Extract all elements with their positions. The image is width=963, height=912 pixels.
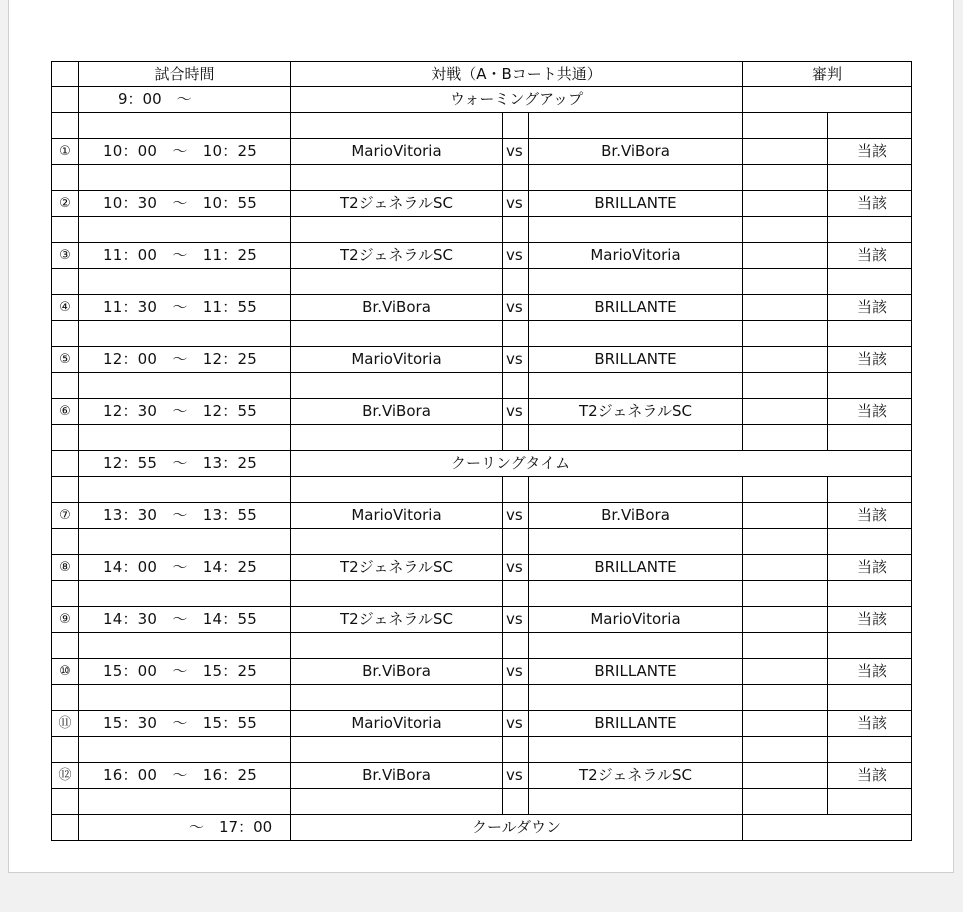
team-b: MarioVitoria xyxy=(529,243,743,269)
cooling-row-time: 12：55 ～ 13：25 xyxy=(79,451,291,477)
spacer-time-cell xyxy=(79,425,291,451)
spacer-ref-a-cell xyxy=(743,321,828,347)
match-number: ⑨ xyxy=(52,607,79,633)
vs-label: vs xyxy=(503,399,529,425)
spacer-ref-b-cell xyxy=(828,165,912,191)
referee-label: 当該 xyxy=(828,555,912,581)
spacer-team-b-cell xyxy=(529,425,743,451)
spacer-num-cell xyxy=(52,633,79,659)
team-b: T2ジェネラルSC xyxy=(529,763,743,789)
match-number: ② xyxy=(52,191,79,217)
warmup-label: ウォーミングアップ xyxy=(291,87,743,113)
warmup-num-cell xyxy=(52,87,79,113)
spacer-ref-b-cell xyxy=(828,633,912,659)
cooling-row-label: クーリングタイム xyxy=(291,451,912,477)
spacer-row xyxy=(52,113,912,139)
team-b: BRILLANTE xyxy=(529,191,743,217)
referee-label: 当該 xyxy=(828,243,912,269)
spacer-team-a-cell xyxy=(291,477,503,503)
referee-blank-cell xyxy=(743,347,828,373)
referee-blank-cell xyxy=(743,503,828,529)
header-row xyxy=(52,62,912,87)
match-time: 13：30 ～ 13：55 xyxy=(79,503,291,529)
referee-blank-cell xyxy=(743,243,828,269)
spacer-ref-b-cell xyxy=(828,789,912,815)
team-a: Br.ViBora xyxy=(291,295,503,321)
match-time: 15：30 ～ 15：55 xyxy=(79,711,291,737)
referee-blank-cell xyxy=(743,555,828,581)
spacer-ref-a-cell xyxy=(743,217,828,243)
match-row xyxy=(52,295,912,321)
match-number: ④ xyxy=(52,295,79,321)
vs-label: vs xyxy=(503,763,529,789)
spacer-row xyxy=(52,529,912,555)
spacer-team-b-cell xyxy=(529,113,743,139)
spacer-team-b-cell xyxy=(529,269,743,295)
spacer-team-a-cell xyxy=(291,269,503,295)
team-b: BRILLANTE xyxy=(529,347,743,373)
team-b: Br.ViBora xyxy=(529,139,743,165)
spacer-team-a-cell xyxy=(291,685,503,711)
spacer-time-cell xyxy=(79,789,291,815)
spacer-team-b-cell xyxy=(529,477,743,503)
match-row xyxy=(52,347,912,373)
spacer-time-cell xyxy=(79,269,291,295)
match-row xyxy=(52,503,912,529)
match-row xyxy=(52,555,912,581)
spacer-time-cell xyxy=(79,529,291,555)
spacer-ref-b-cell xyxy=(828,581,912,607)
spacer-num-cell xyxy=(52,425,79,451)
spacer-vs-cell xyxy=(503,737,529,763)
spacer-ref-b-cell xyxy=(828,113,912,139)
referee-blank-cell xyxy=(743,399,828,425)
spacer-time-cell xyxy=(79,581,291,607)
spacer-ref-b-cell xyxy=(828,529,912,555)
spacer-time-cell xyxy=(79,373,291,399)
referee-blank-cell xyxy=(743,607,828,633)
team-b: MarioVitoria xyxy=(529,607,743,633)
spacer-ref-a-cell xyxy=(743,373,828,399)
referee-label: 当該 xyxy=(828,503,912,529)
match-number: ⑩ xyxy=(52,659,79,685)
warmup-time: 9：00 ～ xyxy=(79,87,291,113)
spacer-row xyxy=(52,217,912,243)
referee-blank-cell xyxy=(743,763,828,789)
spacer-ref-a-cell xyxy=(743,425,828,451)
spacer-ref-b-cell xyxy=(828,217,912,243)
team-b: T2ジェネラルSC xyxy=(529,399,743,425)
spacer-row xyxy=(52,789,912,815)
spacer-row xyxy=(52,581,912,607)
header-referee: 審判 xyxy=(743,62,912,87)
spacer-num-cell xyxy=(52,269,79,295)
cooldown-row-num-cell xyxy=(52,815,79,841)
spacer-ref-a-cell xyxy=(743,269,828,295)
spacer-team-a-cell xyxy=(291,321,503,347)
match-time: 12：00 ～ 12：25 xyxy=(79,347,291,373)
team-a: T2ジェネラルSC xyxy=(291,243,503,269)
cooldown-row xyxy=(52,815,912,841)
warmup-ref-cell xyxy=(743,87,912,113)
spacer-num-cell xyxy=(52,217,79,243)
referee-label: 当該 xyxy=(828,399,912,425)
spacer-ref-b-cell xyxy=(828,737,912,763)
spacer-team-b-cell xyxy=(529,789,743,815)
spacer-time-cell xyxy=(79,633,291,659)
spacer-team-b-cell xyxy=(529,685,743,711)
spacer-row xyxy=(52,425,912,451)
referee-label: 当該 xyxy=(828,139,912,165)
spacer-num-cell xyxy=(52,581,79,607)
spacer-team-a-cell xyxy=(291,373,503,399)
match-time: 16：00 ～ 16：25 xyxy=(79,763,291,789)
header-match: 対戦（A・Bコート共通） xyxy=(291,62,743,87)
spacer-team-b-cell xyxy=(529,633,743,659)
spacer-time-cell xyxy=(79,477,291,503)
spacer-ref-a-cell xyxy=(743,165,828,191)
spacer-num-cell xyxy=(52,685,79,711)
vs-label: vs xyxy=(503,243,529,269)
team-a: MarioVitoria xyxy=(291,347,503,373)
match-time: 15：00 ～ 15：25 xyxy=(79,659,291,685)
match-time: 14：30 ～ 14：55 xyxy=(79,607,291,633)
referee-label: 当該 xyxy=(828,295,912,321)
spacer-team-a-cell xyxy=(291,737,503,763)
spacer-num-cell xyxy=(52,789,79,815)
match-row xyxy=(52,243,912,269)
match-schedule-table xyxy=(51,61,912,841)
spacer-time-cell xyxy=(79,685,291,711)
spacer-row xyxy=(52,373,912,399)
match-row xyxy=(52,711,912,737)
referee-blank-cell xyxy=(743,711,828,737)
cooldown-row-label: クールダウン xyxy=(291,815,743,841)
spacer-num-cell xyxy=(52,529,79,555)
match-number: ⑥ xyxy=(52,399,79,425)
spacer-row xyxy=(52,633,912,659)
referee-blank-cell xyxy=(743,139,828,165)
spacer-ref-b-cell xyxy=(828,477,912,503)
spacer-team-a-cell xyxy=(291,581,503,607)
spacer-vs-cell xyxy=(503,113,529,139)
team-a: T2ジェネラルSC xyxy=(291,607,503,633)
spacer-ref-b-cell xyxy=(828,373,912,399)
spacer-row xyxy=(52,685,912,711)
spacer-team-b-cell xyxy=(529,217,743,243)
header-num-cell xyxy=(52,62,79,87)
spacer-row xyxy=(52,269,912,295)
spacer-team-b-cell xyxy=(529,737,743,763)
spacer-time-cell xyxy=(79,737,291,763)
team-a: Br.ViBora xyxy=(291,763,503,789)
spacer-num-cell xyxy=(52,113,79,139)
referee-label: 当該 xyxy=(828,763,912,789)
spacer-row xyxy=(52,165,912,191)
spacer-time-cell xyxy=(79,113,291,139)
match-number: ③ xyxy=(52,243,79,269)
spacer-ref-a-cell xyxy=(743,633,828,659)
team-a: T2ジェネラルSC xyxy=(291,191,503,217)
spacer-vs-cell xyxy=(503,425,529,451)
spacer-team-a-cell xyxy=(291,789,503,815)
header-time: 試合時間 xyxy=(79,62,291,87)
team-b: BRILLANTE xyxy=(529,555,743,581)
spacer-time-cell xyxy=(79,165,291,191)
match-row xyxy=(52,763,912,789)
team-a: T2ジェネラルSC xyxy=(291,555,503,581)
referee-label: 当該 xyxy=(828,711,912,737)
spacer-ref-b-cell xyxy=(828,269,912,295)
cooldown-row-time: ～ 17：00 xyxy=(79,815,291,841)
spacer-vs-cell xyxy=(503,477,529,503)
match-time: 10：30 ～ 10：55 xyxy=(79,191,291,217)
team-a: Br.ViBora xyxy=(291,659,503,685)
spacer-vs-cell xyxy=(503,165,529,191)
match-row xyxy=(52,399,912,425)
match-number: ⑦ xyxy=(52,503,79,529)
vs-label: vs xyxy=(503,659,529,685)
spacer-vs-cell xyxy=(503,789,529,815)
spacer-ref-a-cell xyxy=(743,477,828,503)
spacer-ref-b-cell xyxy=(828,685,912,711)
match-row xyxy=(52,191,912,217)
spacer-ref-a-cell xyxy=(743,685,828,711)
cooling-row-num-cell xyxy=(52,451,79,477)
spacer-ref-a-cell xyxy=(743,113,828,139)
spacer-row xyxy=(52,321,912,347)
vs-label: vs xyxy=(503,295,529,321)
spacer-vs-cell xyxy=(503,529,529,555)
spacer-vs-cell xyxy=(503,581,529,607)
spacer-team-b-cell xyxy=(529,373,743,399)
spacer-num-cell xyxy=(52,737,79,763)
vs-label: vs xyxy=(503,555,529,581)
spacer-ref-a-cell xyxy=(743,529,828,555)
team-b: BRILLANTE xyxy=(529,711,743,737)
spacer-time-cell xyxy=(79,217,291,243)
spacer-ref-b-cell xyxy=(828,321,912,347)
match-time: 10：00 ～ 10：25 xyxy=(79,139,291,165)
team-a: MarioVitoria xyxy=(291,711,503,737)
referee-blank-cell xyxy=(743,295,828,321)
spacer-ref-b-cell xyxy=(828,425,912,451)
team-b: BRILLANTE xyxy=(529,659,743,685)
vs-label: vs xyxy=(503,503,529,529)
cooling-row xyxy=(52,451,912,477)
vs-label: vs xyxy=(503,607,529,633)
spacer-vs-cell xyxy=(503,633,529,659)
referee-label: 当該 xyxy=(828,659,912,685)
spacer-num-cell xyxy=(52,373,79,399)
spacer-team-a-cell xyxy=(291,113,503,139)
spacer-team-a-cell xyxy=(291,217,503,243)
match-time: 11：30 ～ 11：55 xyxy=(79,295,291,321)
spacer-team-a-cell xyxy=(291,425,503,451)
spacer-row xyxy=(52,737,912,763)
spacer-ref-a-cell xyxy=(743,737,828,763)
spacer-vs-cell xyxy=(503,217,529,243)
spacer-vs-cell xyxy=(503,269,529,295)
spacer-time-cell xyxy=(79,321,291,347)
spacer-vs-cell xyxy=(503,685,529,711)
team-a: MarioVitoria xyxy=(291,139,503,165)
spacer-num-cell xyxy=(52,165,79,191)
match-number: ⑪ xyxy=(52,711,79,737)
spacer-num-cell xyxy=(52,477,79,503)
match-row xyxy=(52,607,912,633)
vs-label: vs xyxy=(503,139,529,165)
spacer-team-b-cell xyxy=(529,165,743,191)
spacer-team-b-cell xyxy=(529,321,743,347)
vs-label: vs xyxy=(503,347,529,373)
spacer-team-a-cell xyxy=(291,529,503,555)
referee-blank-cell xyxy=(743,659,828,685)
team-a: MarioVitoria xyxy=(291,503,503,529)
referee-label: 当該 xyxy=(828,191,912,217)
match-number: ⑫ xyxy=(52,763,79,789)
referee-label: 当該 xyxy=(828,347,912,373)
referee-blank-cell xyxy=(743,191,828,217)
spacer-team-b-cell xyxy=(529,529,743,555)
warmup-row xyxy=(52,87,912,113)
match-row xyxy=(52,659,912,685)
vs-label: vs xyxy=(503,191,529,217)
match-time: 11：00 ～ 11：25 xyxy=(79,243,291,269)
spacer-vs-cell xyxy=(503,321,529,347)
document-page xyxy=(8,0,954,873)
spacer-team-a-cell xyxy=(291,165,503,191)
match-number: ⑤ xyxy=(52,347,79,373)
match-number: ① xyxy=(52,139,79,165)
team-b: Br.ViBora xyxy=(529,503,743,529)
team-a: Br.ViBora xyxy=(291,399,503,425)
cooldown-row-ref-cell xyxy=(743,815,912,841)
match-time: 14：00 ～ 14：25 xyxy=(79,555,291,581)
spacer-vs-cell xyxy=(503,373,529,399)
team-b: BRILLANTE xyxy=(529,295,743,321)
spacer-row xyxy=(52,477,912,503)
spacer-team-b-cell xyxy=(529,581,743,607)
spacer-ref-a-cell xyxy=(743,581,828,607)
referee-label: 当該 xyxy=(828,607,912,633)
match-time: 12：30 ～ 12：55 xyxy=(79,399,291,425)
spacer-team-a-cell xyxy=(291,633,503,659)
spacer-num-cell xyxy=(52,321,79,347)
vs-label: vs xyxy=(503,711,529,737)
match-number: ⑧ xyxy=(52,555,79,581)
match-row xyxy=(52,139,912,165)
spacer-ref-a-cell xyxy=(743,789,828,815)
